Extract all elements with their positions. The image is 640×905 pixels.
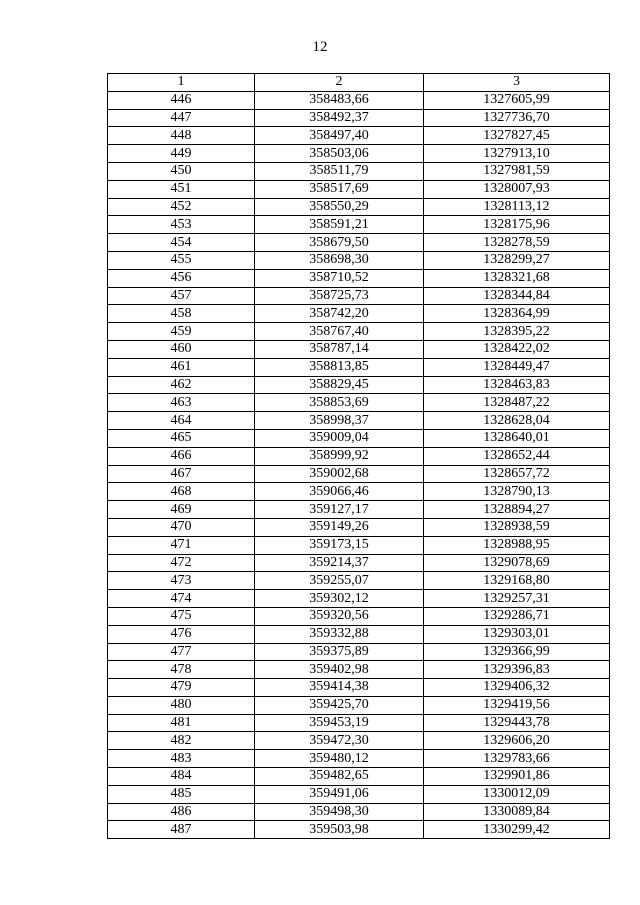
table-row xyxy=(108,447,610,465)
cell-x-coordinate: 359127,17 xyxy=(255,501,424,519)
cell-x-coordinate: 359375,89 xyxy=(255,643,424,661)
cell-x-coordinate: 358742,20 xyxy=(255,305,424,323)
cell-x-coordinate: 359453,19 xyxy=(255,714,424,732)
cell-y-coordinate: 1329443,78 xyxy=(424,714,610,732)
table-row xyxy=(108,269,610,287)
cell-y-coordinate: 1327981,59 xyxy=(424,162,610,180)
cell-point-number: 469 xyxy=(108,501,255,519)
table-row xyxy=(108,234,610,252)
cell-point-number: 457 xyxy=(108,287,255,305)
cell-x-coordinate: 359332,88 xyxy=(255,625,424,643)
cell-y-coordinate: 1328422,02 xyxy=(424,340,610,358)
cell-x-coordinate: 359173,15 xyxy=(255,536,424,554)
cell-y-coordinate: 1328628,04 xyxy=(424,412,610,430)
cell-point-number: 475 xyxy=(108,607,255,625)
cell-x-coordinate: 358787,14 xyxy=(255,340,424,358)
cell-y-coordinate: 1328007,93 xyxy=(424,180,610,198)
column-header-point-number: 1 xyxy=(108,74,255,92)
cell-point-number: 478 xyxy=(108,661,255,679)
cell-y-coordinate: 1329419,56 xyxy=(424,696,610,714)
column-header-y-coordinate: 3 xyxy=(424,74,610,92)
cell-point-number: 480 xyxy=(108,696,255,714)
cell-x-coordinate: 359414,38 xyxy=(255,679,424,697)
cell-y-coordinate: 1329366,99 xyxy=(424,643,610,661)
cell-y-coordinate: 1328278,59 xyxy=(424,234,610,252)
cell-y-coordinate: 1328790,13 xyxy=(424,483,610,501)
cell-point-number: 473 xyxy=(108,572,255,590)
table-row xyxy=(108,679,610,697)
cell-x-coordinate: 358829,45 xyxy=(255,376,424,394)
cell-y-coordinate: 1328113,12 xyxy=(424,198,610,216)
table-row xyxy=(108,198,610,216)
cell-x-coordinate: 359491,06 xyxy=(255,785,424,803)
table-row xyxy=(108,821,610,839)
table-row xyxy=(108,358,610,376)
cell-point-number: 486 xyxy=(108,803,255,821)
cell-y-coordinate: 1327913,10 xyxy=(424,145,610,163)
cell-x-coordinate: 358550,29 xyxy=(255,198,424,216)
cell-point-number: 466 xyxy=(108,447,255,465)
cell-y-coordinate: 1329396,83 xyxy=(424,661,610,679)
cell-point-number: 458 xyxy=(108,305,255,323)
cell-x-coordinate: 359149,26 xyxy=(255,518,424,536)
cell-point-number: 453 xyxy=(108,216,255,234)
table-row xyxy=(108,465,610,483)
cell-y-coordinate: 1328449,47 xyxy=(424,358,610,376)
table-row xyxy=(108,572,610,590)
cell-point-number: 454 xyxy=(108,234,255,252)
table-row xyxy=(108,429,610,447)
cell-x-coordinate: 358517,69 xyxy=(255,180,424,198)
coordinates-table xyxy=(107,73,610,839)
cell-point-number: 487 xyxy=(108,821,255,839)
cell-x-coordinate: 358492,37 xyxy=(255,109,424,127)
table-row xyxy=(108,91,610,109)
table-header xyxy=(108,74,610,92)
cell-y-coordinate: 1329168,80 xyxy=(424,572,610,590)
cell-point-number: 461 xyxy=(108,358,255,376)
cell-x-coordinate: 358725,73 xyxy=(255,287,424,305)
cell-y-coordinate: 1330089,84 xyxy=(424,803,610,821)
table-row xyxy=(108,287,610,305)
table-row xyxy=(108,625,610,643)
cell-point-number: 474 xyxy=(108,590,255,608)
cell-y-coordinate: 1328299,27 xyxy=(424,251,610,269)
cell-y-coordinate: 1328364,99 xyxy=(424,305,610,323)
table-row xyxy=(108,376,610,394)
table-row xyxy=(108,696,610,714)
table-row xyxy=(108,340,610,358)
cell-point-number: 450 xyxy=(108,162,255,180)
table-row xyxy=(108,109,610,127)
cell-y-coordinate: 1329783,66 xyxy=(424,750,610,768)
cell-x-coordinate: 358767,40 xyxy=(255,323,424,341)
cell-point-number: 463 xyxy=(108,394,255,412)
cell-point-number: 482 xyxy=(108,732,255,750)
cell-point-number: 464 xyxy=(108,412,255,430)
cell-y-coordinate: 1327736,70 xyxy=(424,109,610,127)
cell-y-coordinate: 1329303,01 xyxy=(424,625,610,643)
cell-x-coordinate: 358853,69 xyxy=(255,394,424,412)
cell-x-coordinate: 358710,52 xyxy=(255,269,424,287)
cell-point-number: 481 xyxy=(108,714,255,732)
column-header-x-coordinate: 2 xyxy=(255,74,424,92)
cell-x-coordinate: 359498,30 xyxy=(255,803,424,821)
cell-x-coordinate: 359472,30 xyxy=(255,732,424,750)
cell-point-number: 455 xyxy=(108,251,255,269)
cell-x-coordinate: 358497,40 xyxy=(255,127,424,145)
cell-point-number: 456 xyxy=(108,269,255,287)
cell-point-number: 485 xyxy=(108,785,255,803)
cell-x-coordinate: 359214,37 xyxy=(255,554,424,572)
table-row xyxy=(108,216,610,234)
cell-x-coordinate: 358511,79 xyxy=(255,162,424,180)
cell-y-coordinate: 1328487,22 xyxy=(424,394,610,412)
cell-point-number: 484 xyxy=(108,768,255,786)
cell-y-coordinate: 1328652,44 xyxy=(424,447,610,465)
cell-y-coordinate: 1328344,84 xyxy=(424,287,610,305)
cell-y-coordinate: 1329078,69 xyxy=(424,554,610,572)
cell-point-number: 476 xyxy=(108,625,255,643)
cell-point-number: 479 xyxy=(108,679,255,697)
cell-x-coordinate: 358503,06 xyxy=(255,145,424,163)
table-row xyxy=(108,412,610,430)
cell-x-coordinate: 358998,37 xyxy=(255,412,424,430)
cell-y-coordinate: 1329406,32 xyxy=(424,679,610,697)
table-row xyxy=(108,323,610,341)
cell-y-coordinate: 1328640,01 xyxy=(424,429,610,447)
cell-y-coordinate: 1329257,31 xyxy=(424,590,610,608)
cell-point-number: 465 xyxy=(108,429,255,447)
table-row xyxy=(108,732,610,750)
table-row xyxy=(108,394,610,412)
cell-x-coordinate: 359320,56 xyxy=(255,607,424,625)
cell-x-coordinate: 358591,21 xyxy=(255,216,424,234)
cell-y-coordinate: 1328395,22 xyxy=(424,323,610,341)
cell-x-coordinate: 359402,98 xyxy=(255,661,424,679)
cell-point-number: 447 xyxy=(108,109,255,127)
cell-y-coordinate: 1328321,68 xyxy=(424,269,610,287)
cell-x-coordinate: 358813,85 xyxy=(255,358,424,376)
table-row xyxy=(108,661,610,679)
cell-point-number: 471 xyxy=(108,536,255,554)
table-row xyxy=(108,750,610,768)
table-row xyxy=(108,590,610,608)
cell-x-coordinate: 359302,12 xyxy=(255,590,424,608)
cell-x-coordinate: 359002,68 xyxy=(255,465,424,483)
table-row xyxy=(108,145,610,163)
page-number: 12 xyxy=(312,39,328,55)
cell-y-coordinate: 1327605,99 xyxy=(424,91,610,109)
cell-point-number: 460 xyxy=(108,340,255,358)
cell-y-coordinate: 1329606,20 xyxy=(424,732,610,750)
table-row xyxy=(108,501,610,519)
cell-y-coordinate: 1328938,59 xyxy=(424,518,610,536)
cell-x-coordinate: 359482,65 xyxy=(255,768,424,786)
cell-point-number: 448 xyxy=(108,127,255,145)
table-row xyxy=(108,554,610,572)
table-row xyxy=(108,714,610,732)
table-row xyxy=(108,536,610,554)
cell-y-coordinate: 1328657,72 xyxy=(424,465,610,483)
cell-y-coordinate: 1328894,27 xyxy=(424,501,610,519)
cell-y-coordinate: 1330299,42 xyxy=(424,821,610,839)
cell-point-number: 483 xyxy=(108,750,255,768)
cell-point-number: 459 xyxy=(108,323,255,341)
table-row xyxy=(108,607,610,625)
table-row xyxy=(108,643,610,661)
cell-y-coordinate: 1328463,83 xyxy=(424,376,610,394)
cell-y-coordinate: 1330012,09 xyxy=(424,785,610,803)
table-row xyxy=(108,785,610,803)
cell-point-number: 472 xyxy=(108,554,255,572)
cell-point-number: 446 xyxy=(108,91,255,109)
cell-point-number: 470 xyxy=(108,518,255,536)
cell-x-coordinate: 358999,92 xyxy=(255,447,424,465)
cell-x-coordinate: 358483,66 xyxy=(255,91,424,109)
cell-point-number: 462 xyxy=(108,376,255,394)
cell-point-number: 452 xyxy=(108,198,255,216)
cell-x-coordinate: 358698,30 xyxy=(255,251,424,269)
cell-x-coordinate: 359009,04 xyxy=(255,429,424,447)
cell-point-number: 451 xyxy=(108,180,255,198)
table-row xyxy=(108,162,610,180)
cell-y-coordinate: 1327827,45 xyxy=(424,127,610,145)
table-row xyxy=(108,180,610,198)
table-row xyxy=(108,483,610,501)
cell-point-number: 477 xyxy=(108,643,255,661)
table-row xyxy=(108,803,610,821)
cell-y-coordinate: 1329286,71 xyxy=(424,607,610,625)
cell-y-coordinate: 1329901,86 xyxy=(424,768,610,786)
table-row xyxy=(108,518,610,536)
table-row xyxy=(108,127,610,145)
cell-x-coordinate: 358679,50 xyxy=(255,234,424,252)
cell-x-coordinate: 359255,07 xyxy=(255,572,424,590)
cell-x-coordinate: 359503,98 xyxy=(255,821,424,839)
table-row xyxy=(108,768,610,786)
table-row xyxy=(108,305,610,323)
table-body xyxy=(108,91,610,838)
header-row xyxy=(108,74,610,92)
cell-y-coordinate: 1328988,95 xyxy=(424,536,610,554)
cell-x-coordinate: 359425,70 xyxy=(255,696,424,714)
table-row xyxy=(108,251,610,269)
cell-point-number: 449 xyxy=(108,145,255,163)
cell-x-coordinate: 359480,12 xyxy=(255,750,424,768)
cell-point-number: 468 xyxy=(108,483,255,501)
cell-point-number: 467 xyxy=(108,465,255,483)
cell-x-coordinate: 359066,46 xyxy=(255,483,424,501)
cell-y-coordinate: 1328175,96 xyxy=(424,216,610,234)
